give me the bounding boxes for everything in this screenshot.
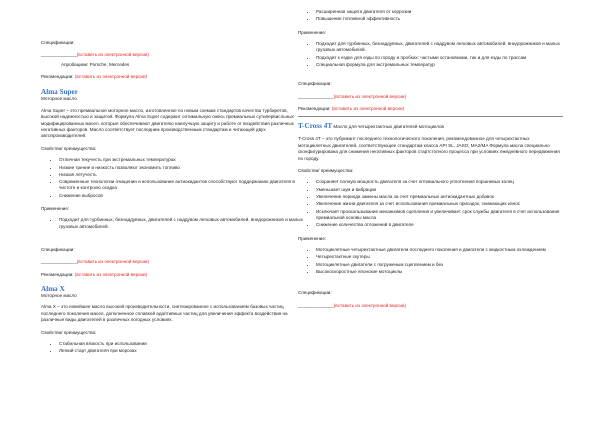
list-item: • Повышение топливной эффективность — [316, 16, 563, 22]
list-item: • Стабильная вязкость при использовании — [59, 341, 306, 347]
recommendations-link[interactable]: (вставить из электронной версии) — [331, 106, 405, 111]
left-column — [41, 40, 306, 356]
tcross-application-list — [298, 247, 563, 275]
list-item: • Низкие трение и низкость позволяют экономить топливо — [59, 165, 306, 171]
tcross-title: T-Cross 4T — [298, 122, 333, 131]
specs-link[interactable]: (вставить из электронной версии) — [333, 302, 407, 308]
tcross-description: T-Cross 4T – это лубрикант последнего технологического поколения, рекомендованное для четырехтактных мотоциклетных двигателей, соответствующее стандартам класса API SL, JASO, MA2/MA Формула масла специально сконфигурирована для снижения негативных факторов стартстопного процесса при условиях ежедневного передвижения по городу. — [298, 136, 560, 161]
recommendations-link[interactable]: (вставить из электронной версии) — [74, 74, 148, 80]
recommendations-label: Рекомендации: — [41, 271, 74, 277]
right-top-advantages-list — [298, 9, 563, 23]
right-application-list — [298, 41, 563, 68]
alma-x-advantages-list — [41, 341, 306, 355]
list-item: • Подходит к ездке для езды по городу и пробках: частыми остановками, так и для езды по трассам — [316, 55, 563, 61]
alma-super-advantages-label: Свойства/ преимущества: — [41, 145, 97, 151]
tcross-advantages-label: Свойства/ преимущества: — [298, 168, 354, 174]
list-item: • Увеличение жизни двигателя за счет использования премиальных присадок, снижающих износ — [316, 201, 563, 207]
specs-label-2: Спецификации: — [41, 247, 75, 253]
recommendations-link[interactable]: (вставить из электронной версии) — [74, 271, 148, 277]
list-item: • Легкий старт двигателя при морозах — [59, 348, 306, 354]
section-divider — [298, 116, 563, 117]
list-item: • Современные технологии очищения и использование антиокидантов способствуют поддержанию двигателя в чистоте и контролю осадка — [59, 179, 306, 192]
list-item: • Исключает проскальзывание механизмов сцепления и увеличивает срок службы двигателя в счет использования премиальной основы масла — [316, 209, 563, 222]
specs-underscores: ______________ — [41, 259, 77, 265]
tcross-heading — [298, 122, 563, 131]
approvals-text: Апробациии: Porsche, Mercedes — [61, 61, 130, 67]
specs-link[interactable]: (вставить из электронной версии) — [76, 52, 150, 58]
specs-link[interactable]: (вставить из электронной версии) — [333, 93, 407, 99]
recommendations-label: Рекомендации: — [298, 106, 331, 111]
specs-label-3: Спецификации: — [298, 81, 332, 87]
list-item: • Подходит для турбинных, безнаддувных, двигателей с наддувом легковых автомобилей, внедорожников и малых грузовых автомобилей. — [59, 217, 306, 230]
alma-x-advantages-label: Свойства/ преимущества: — [41, 329, 97, 335]
list-item: • Снижение количества отложений в двигателе — [316, 222, 563, 228]
list-item: • Подходит для турбинных, безнаддувных, двигателей с наддувом легковых автомобилей, внедорожников и малых грузовых автомобилей. — [316, 41, 563, 54]
specs-link[interactable]: (вставить из электронной версии) — [76, 259, 150, 265]
tcross-application-label: Применение: — [298, 235, 327, 241]
list-item: • Мотоциклетные двигатели с погруженым сцеплением и без — [316, 262, 563, 268]
alma-super-description: Alma Super – это премиальное моторное масло, изготовленное по новым схемам стандартов качества турбиретов, высокой надежностью и защитой. Формула Alma Super содержит оптимальную смесь премиальных сутипервисльных модифицированных масел, которые обеспечивают двигателю наилучшую защиту и работе от воздействия различных негативных факторов. Масло соответствует последним производственным стандартам и читающей двух автопроизводителей. — [41, 107, 294, 139]
right-application-label: Применение: — [298, 29, 327, 35]
list-item: • Увеличение периода замены масла за счет премиальных антиокидантных добавок — [316, 194, 563, 200]
specs-underscores: ______________ — [41, 52, 77, 58]
recommendations-line-3 — [298, 106, 563, 112]
alma-super-subtitle: Моторное масло — [41, 95, 77, 101]
list-item: • Снижение выбросов — [59, 193, 306, 199]
alma-x-title: Alma X — [41, 285, 65, 294]
list-item: • Отличная текучесть при экстремальных температурах — [59, 157, 306, 163]
alma-x-description: Alma X – это новейшее масло высокой производительности, синтезированное с использованием базовых частиц последнего поколения масел, дополненное сплавкой адаптивных частиц для увеличения эффекта воздействия на различные виды двигателей в различных погодных условиях. — [41, 304, 288, 323]
alma-super-application-label: Применение: — [41, 206, 70, 212]
specs-placeholder-4 — [298, 303, 563, 309]
list-item: • Сохраняет полную мощность двигателя за счет оптимального уплотнения поршневых колец — [316, 179, 563, 185]
alma-super-advantages-list — [41, 157, 306, 199]
list-item: • Четырехтактные скутеры — [316, 254, 563, 260]
specs-underscores: ______________ — [298, 302, 334, 308]
list-item: • Высокоскоростные японские мотоциклы — [316, 269, 563, 275]
tcross-advantages-list — [298, 179, 563, 228]
list-item: • Расширенная защита двигателя от коррозии — [316, 9, 563, 15]
list-item: • Уменьшает шум и вибрации — [316, 187, 563, 193]
alma-x-subtitle: Моторное масло — [41, 293, 77, 299]
specs-label-4: Спецификации: — [298, 290, 332, 296]
list-item: • Специальная формула для экстремальных температур — [316, 62, 563, 68]
list-item: • Низкая летучесть — [59, 172, 306, 178]
recommendations-label: Рекомендации: — [41, 74, 74, 80]
specs-underscores: ______________ — [298, 93, 334, 99]
specs-placeholder — [41, 52, 306, 58]
list-item: • Мотоциклетные четырехтактные двигатели последнего поколения и двигатели с жидкостным охлаждением — [316, 247, 563, 253]
alma-super-application-list — [41, 217, 306, 230]
right-column — [298, 9, 563, 309]
alma-super-title: Alma Super — [41, 87, 78, 96]
specs-label: Спецификации: — [41, 40, 75, 45]
tcross-title-rest: Масло для четырехтактных двигателей мотоциклов — [332, 124, 444, 130]
